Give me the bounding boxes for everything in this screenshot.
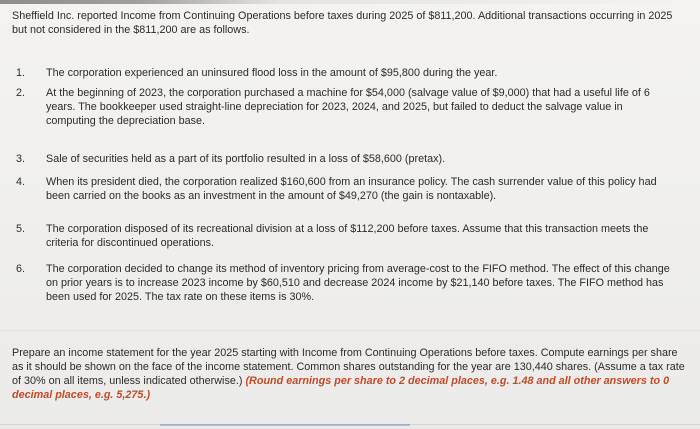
- rounding-instruction: (Round earnings per share to 2 decimal places, e.g. 1.48 and all other answers to 0 decimal places, e.g. 5,275.): [12, 375, 670, 401]
- item-number: 4.: [16, 176, 26, 188]
- section-divider: [0, 330, 700, 331]
- top-strip: [0, 0, 700, 4]
- instructions-paragraph: [12, 346, 688, 402]
- item-text: Sale of securities held as a part of its portfolio resulted in a loss of $58,600 (pretax).: [46, 153, 446, 165]
- item-text: When its president died, the corporation realized $160,600 from an insurance policy. The cash surrender value of this policy had been carried on the books as an investment in the amount of $49,270 (the gain is nontaxable).: [46, 176, 657, 202]
- item-number: 5.: [16, 223, 26, 235]
- problem-intro: Sheffield Inc. reported Income from Continuing Operations before taxes during 2025 of $811,200. Additional transactions occurring in 2025 but not considered in the $811,200 are as follows.: [12, 10, 673, 36]
- item-text: The corporation disposed of its recreational division at a loss of $112,200 before taxes. Assume that this transaction meets the criteria for discontinued operations.: [46, 223, 649, 249]
- item-number: 3.: [16, 153, 26, 165]
- item-number: 1.: [16, 67, 26, 79]
- bottom-highlight: [160, 424, 410, 426]
- item-number: 6.: [16, 263, 26, 275]
- item-text: The corporation experienced an uninsured flood loss in the amount of $95,800 during the year.: [46, 67, 498, 79]
- item-text: The corporation decided to change its method of inventory pricing from average-cost to the FIFO method. The effect of this change on prior years is to increase 2023 income by $60,510 and decrease 2024 income by $21,140 before taxes. The FIFO method has been used for 2025. The tax rate on these items is 30%.: [46, 263, 670, 303]
- prepare-text: Prepare an income statement for the year 2025 starting with Income from Continuing Operations before taxes. Compute earnings per share as it should be shown on the face of the income statement. Common shares outstanding for the year are 130,440 shares. (Assume a tax rate of 30% on all items, unless indicated otherwise.): [12, 347, 685, 387]
- item-number: 2.: [16, 87, 26, 99]
- item-text: At the beginning of 2023, the corporation purchased a machine for $54,000 (salvage value of $9,000) that had a useful life of 6 years. The bookkeeper used straight-line depreciation for 2023, 2024, and 2025, but failed to deduct the salvage value in computing the depreciation base.: [46, 87, 650, 127]
